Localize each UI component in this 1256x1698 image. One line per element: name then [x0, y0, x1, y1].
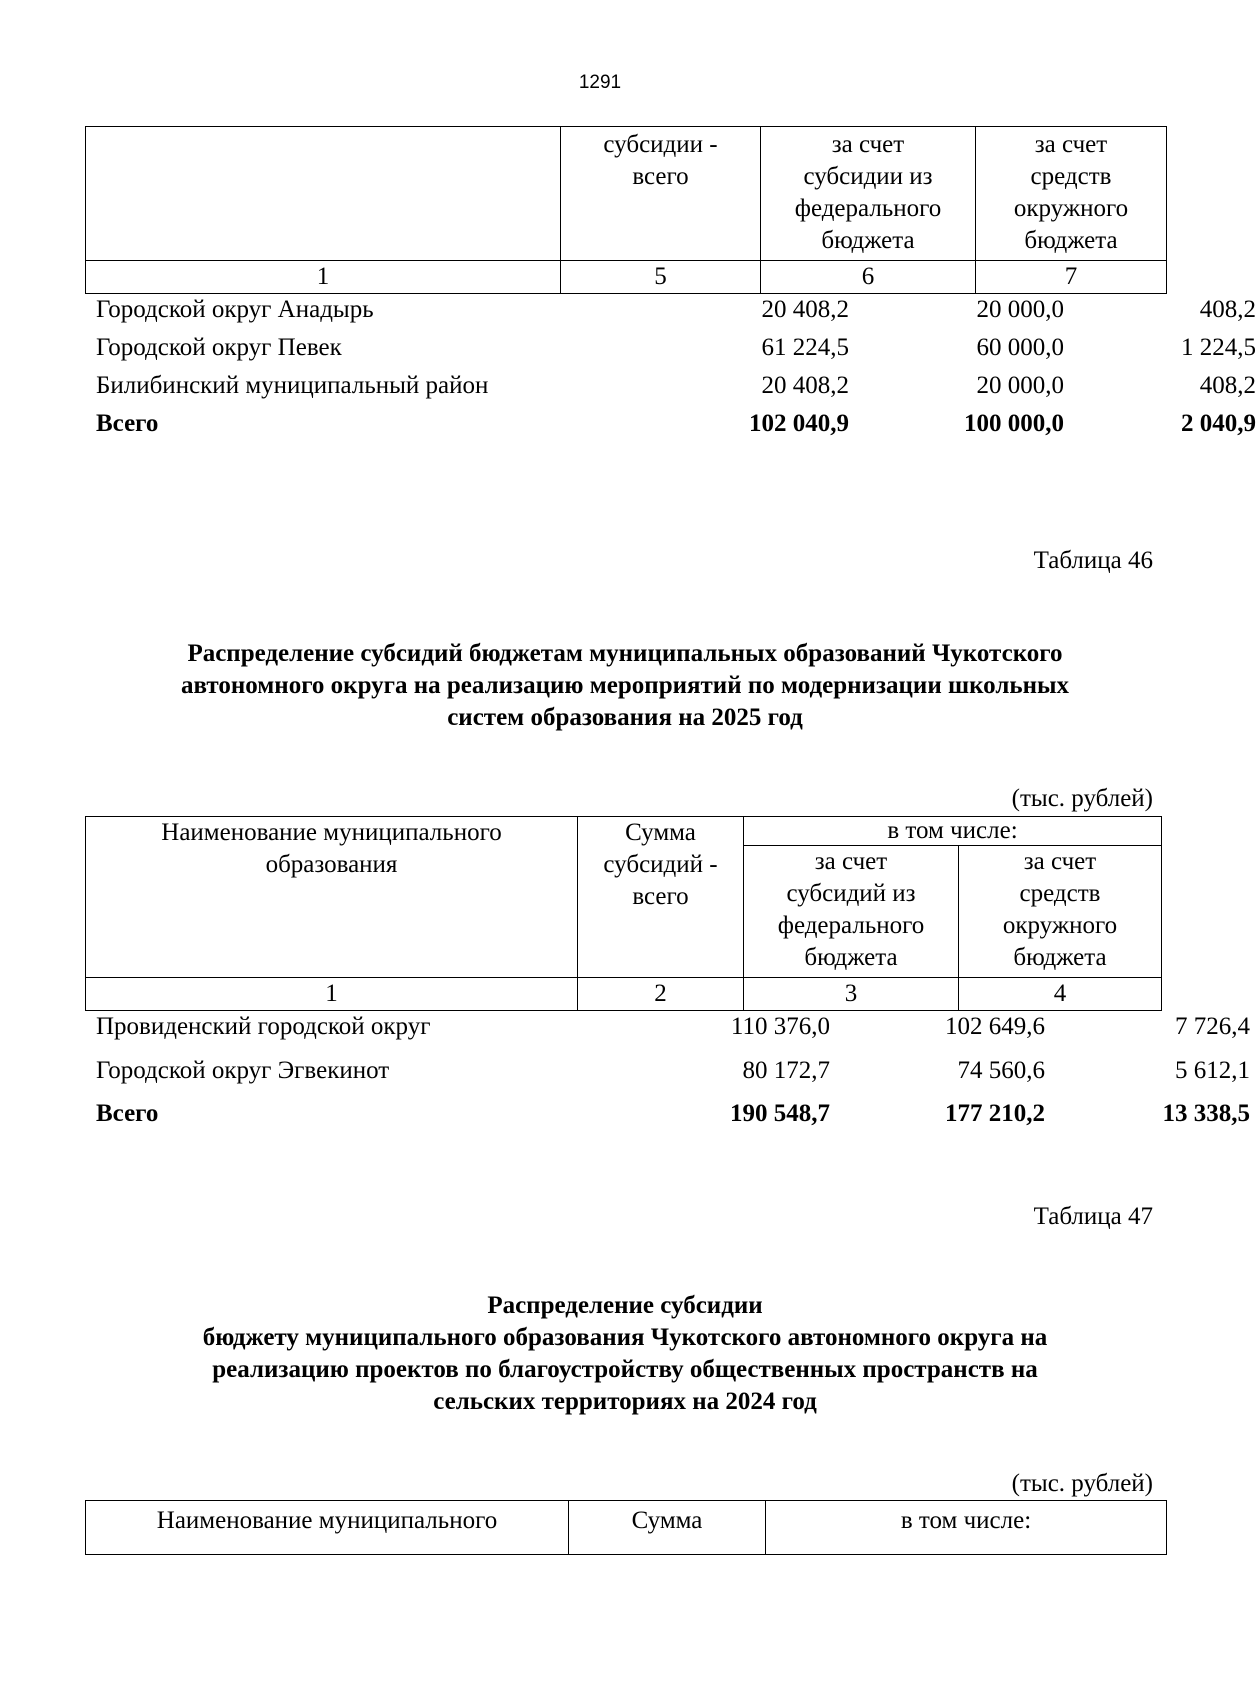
row-value: 20 408,2 [761, 296, 849, 323]
colnum-6: 6 [761, 261, 976, 294]
row-value: 102 649,6 [945, 1013, 1045, 1040]
colnum-1: 1 [86, 261, 561, 294]
header-name: Наименование муниципального образования [86, 817, 578, 978]
total-label: Всего [96, 1100, 159, 1127]
table-46-title: Распределение субсидий бюджетам муниципальных образований Чукотского автономного округа на реализацию мероприятий по модернизации школьных систем образования на 2025 год [181, 640, 1069, 731]
row-value: 408,2 [1199, 372, 1256, 399]
colnum-3: 3 [744, 978, 959, 1011]
row-value: 110 376,0 [730, 1013, 830, 1040]
row-value: 20 000,0 [976, 296, 1064, 323]
row-name: Городской округ Анадырь [96, 296, 374, 323]
row-value: 408,2 [1199, 296, 1256, 323]
row-value: 74 560,6 [957, 1057, 1045, 1084]
continuation-table-header [85, 126, 1167, 294]
row-value: 5 612,1 [1175, 1057, 1250, 1084]
row-value: 7 726,4 [1175, 1013, 1250, 1040]
header-sum: Сумма субсидий - всего [578, 817, 744, 978]
row-value: 61 224,5 [761, 334, 849, 361]
table-46-caption: Таблица 46 [1033, 547, 1153, 574]
header-name: Наименование муниципального [86, 1501, 569, 1555]
header-okrug: за счет средств окружного бюджета [959, 846, 1162, 978]
total-value: 100 000,0 [964, 410, 1064, 437]
row-value: 20 000,0 [976, 372, 1064, 399]
header-col6: за счет субсидии из федерального бюджета [761, 127, 976, 261]
table-47-units: (тыс. рублей) [1011, 1470, 1153, 1497]
header-including: в том числе: [766, 1501, 1167, 1555]
header-federal: за счет субсидий из федерального бюджета [744, 846, 959, 978]
row-value: 80 172,7 [742, 1057, 830, 1084]
table-47-title: Распределение субсидии бюджету муниципального образования Чукотского автономного округа на реализацию проектов по благоустройству общественных пространств на сельских территориях на 2024 год [202, 1292, 1048, 1415]
row-name: Городской округ Эгвекинот [96, 1057, 390, 1084]
table-46-header [85, 816, 1162, 1011]
header-col5: субсидии - всего [561, 127, 761, 261]
header-col1 [86, 127, 561, 261]
total-value: 102 040,9 [749, 410, 849, 437]
row-name: Провиденский городской округ [96, 1013, 431, 1040]
total-label: Всего [96, 410, 159, 437]
row-name: Городской округ Певек [96, 334, 342, 361]
row-value: 1 224,5 [1181, 334, 1256, 361]
colnum-1: 1 [86, 978, 578, 1011]
colnum-7: 7 [976, 261, 1167, 294]
table-47-caption: Таблица 47 [1033, 1203, 1153, 1230]
total-value: 190 548,7 [730, 1100, 830, 1127]
row-value: 60 000,0 [976, 334, 1064, 361]
row-name: Билибинский муниципальный район [96, 372, 489, 399]
header-sum: Сумма [569, 1501, 766, 1555]
colnum-2: 2 [578, 978, 744, 1011]
table-47-header [85, 1500, 1167, 1555]
colnum-5: 5 [561, 261, 761, 294]
total-value: 2 040,9 [1181, 410, 1256, 437]
table-46-units: (тыс. рублей) [1011, 785, 1153, 812]
row-value: 20 408,2 [761, 372, 849, 399]
header-col7: за счет средств окружного бюджета [976, 127, 1167, 261]
colnum-4: 4 [959, 978, 1162, 1011]
total-value: 13 338,5 [1162, 1100, 1250, 1127]
total-value: 177 210,2 [945, 1100, 1045, 1127]
page-number: 1291 [578, 72, 622, 93]
header-including: в том числе: [744, 817, 1162, 846]
